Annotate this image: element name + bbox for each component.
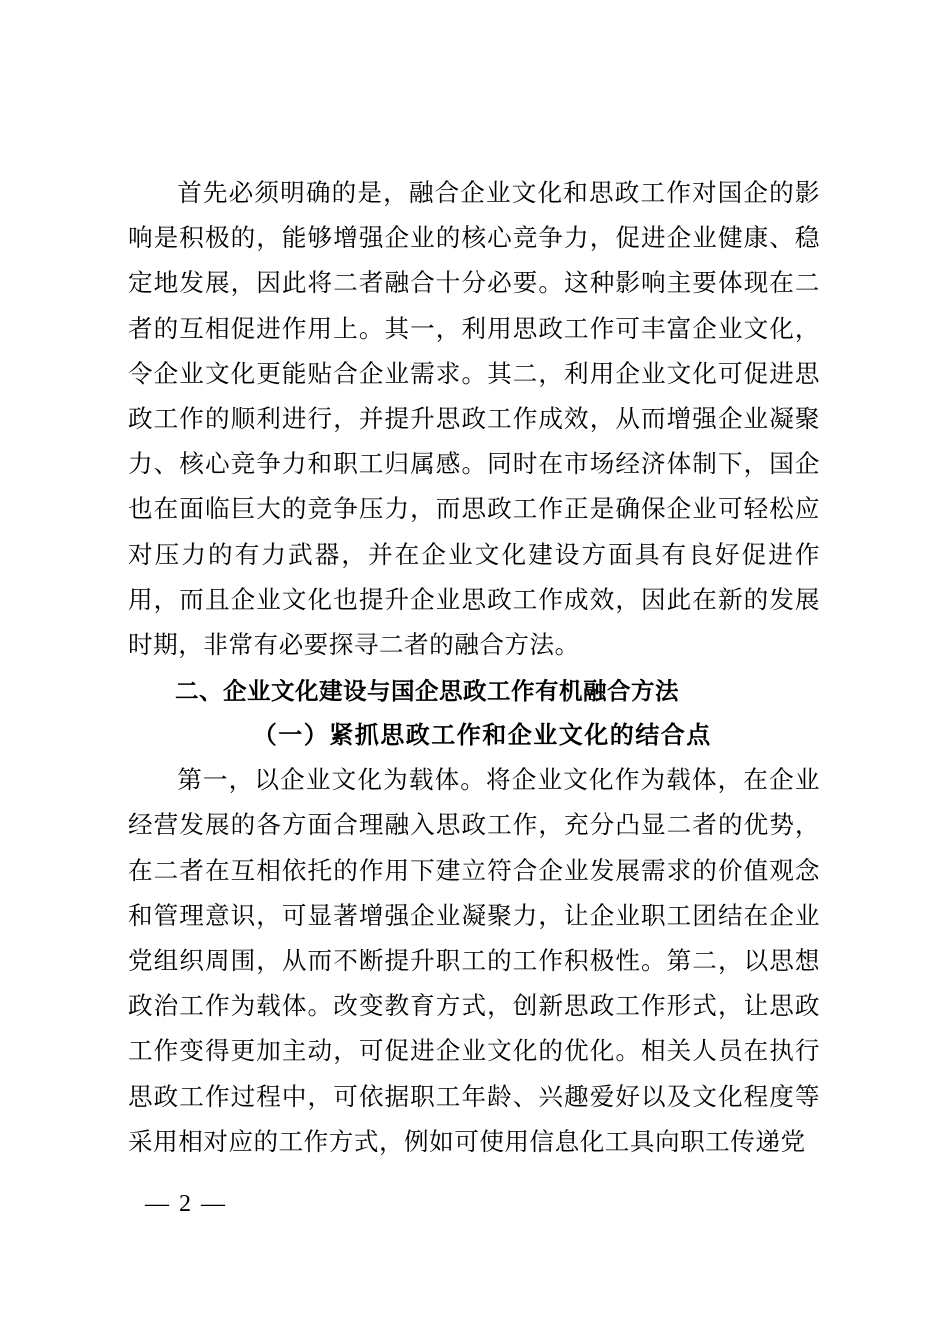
document-body bbox=[128, 170, 820, 1164]
subsection-heading: （一）紧抓思政工作和企业文化的结合点 bbox=[252, 720, 712, 750]
paragraph-intro: 首先必须明确的是，融合企业文化和思政工作对国企的影响是积极的，能够增强企业的核心竞争力，促进企业健康、稳定地发展，因此将二者融合十分必要。这种影响主要体现在二者的互相促进作用上。其一，利用思政工作可丰富企业文化，令企业文化更能贴合企业需求。其二，利用企业文化可促进思政工作的顺利进行，并提升思政工作成效，从而增强企业凝聚力、核心竞争力和职工归属感。同时在市场经济体制下，国企也在面临巨大的竞争压力，而思政工作正是确保企业可轻松应对压力的有力武器，并在企业文化建设方面具有良好促进作用，而且企业文化也提升企业思政工作成效，因此在新的发展时期，非常有必要探寻二者的融合方法。 bbox=[128, 178, 820, 660]
section-heading: 二、企业文化建设与国企思政工作有机融合方法 bbox=[175, 677, 679, 706]
paragraph-body: 第一，以企业文化为载体。将企业文化作为载体，在企业经营发展的各方面合理融入思政工作，充分凸显二者的优势，在二者在互相依托的作用下建立符合企业发展需求的价值观念和管理意识，可显著增强企业凝聚力，让企业职工团结在企业党组织周围，从而不断提升职工的工作积极性。第二，以思想政治工作为载体。改变教育方式，创新思政工作形式，让思政工作变得更加主动，可促进企业文化的优化。相关人员在执行思政工作过程中，可依据职工年龄、兴趣爱好以及文化程度等采用相对应的工作方式，例如可使用信息化工具向职工传递党 bbox=[128, 765, 820, 1156]
page-number: — 2 — bbox=[145, 1191, 227, 1217]
